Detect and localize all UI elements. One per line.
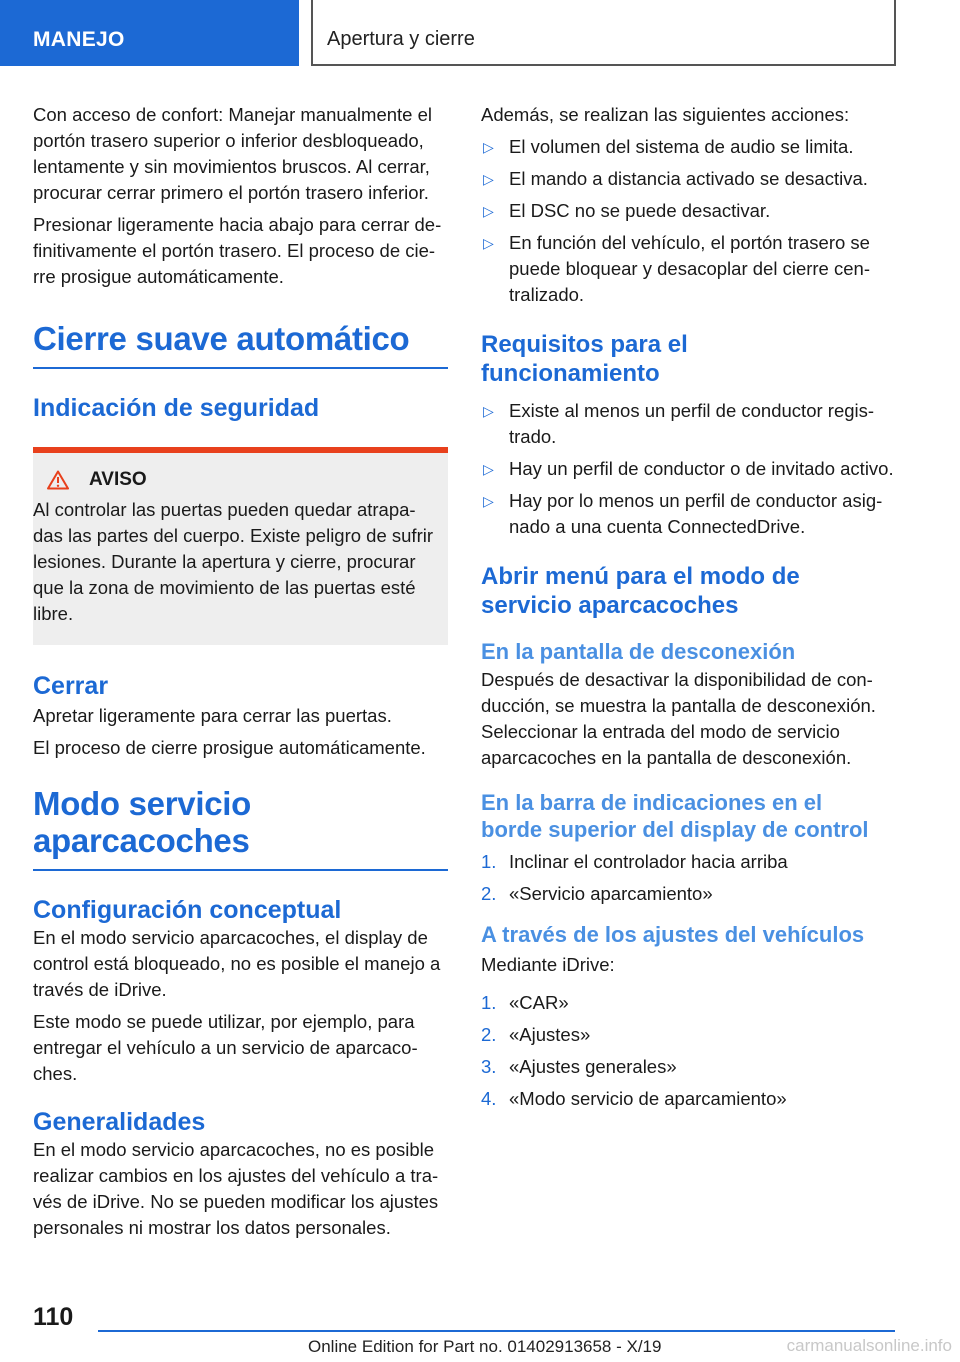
paragraph: Mediante iDrive:	[481, 954, 615, 975]
right-column	[481, 102, 899, 1118]
list-item: 3. «Ajustes generales»	[481, 1056, 677, 1077]
paragraph: Además, se realizan las siguientes acciones:	[481, 104, 850, 125]
paragraph: Apretar ligeramente para cerrar las puertas.	[33, 705, 392, 726]
heading-abrir-menu: Abrir menú para el modo de servicio aparcacoches	[481, 563, 800, 619]
left-column	[33, 102, 448, 1247]
triangle-bullet-icon: ▷	[483, 461, 494, 477]
ajustes-steps-list	[481, 990, 899, 1112]
list-item: ▷ El DSC no se puede desactivar.	[481, 198, 899, 224]
footer-edition: Online Edition for Part no. 01402913658 - X/19	[308, 1337, 662, 1356]
paragraph: Este modo se puede utilizar, por ejemplo, para entregar el vehículo a un servicio de aparcacoches.	[33, 1011, 418, 1084]
triangle-bullet-icon: ▷	[483, 171, 494, 187]
warning-header	[33, 469, 448, 491]
footer-watermark: carmanualsonline.info	[786, 1336, 952, 1355]
paragraph: Con acceso de confort: Manejar manualmente el portón trasero superior o inferior desbloqueado, lentamente y sin movimientos bruscos. Al cerrar, procurar cerrar primero el portón trasero inferior.	[33, 104, 432, 203]
heading-cierre-suave: Cierre suave automático	[33, 320, 448, 369]
heading-indicacion-seguridad: Indicación de seguridad	[33, 394, 320, 422]
list-item: ▷ El volumen del sistema de audio se limita.	[481, 134, 899, 160]
heading-configuracion: Configuración conceptual	[33, 896, 342, 924]
heading-requisitos: Requisitos para el funcionamiento	[481, 331, 688, 387]
list-item: 2. «Ajustes»	[481, 1024, 591, 1045]
heading-modo-servicio: Modo servicio aparcacoches	[33, 785, 448, 871]
paragraph: El proceso de cierre prosigue automáticamente.	[33, 737, 426, 758]
heading-pantalla-desconexion: En la pantalla de desconexión	[481, 639, 796, 664]
list-item: ▷ Existe al menos un perfil de conductor registrado.	[483, 400, 875, 447]
list-item: ▷ Hay por lo menos un perfil de conductor asignado a una cuenta ConnectedDrive.	[483, 490, 883, 537]
chapter-title: Apertura y cierre	[327, 28, 475, 50]
triangle-bullet-icon: ▷	[483, 403, 494, 419]
paragraph: Después de desactivar la disponibilidad de conducción, se muestra la pantalla de desconexión. Seleccionar la entrada del modo de servicio aparcacoches en la pantalla de desconexión.	[481, 669, 876, 768]
page-number: 110	[33, 1303, 74, 1331]
list-item: 1. «CAR»	[481, 992, 569, 1013]
list-item: 1. Inclinar el controlador hacia arriba	[481, 851, 788, 872]
paragraph: En el modo servicio aparcacoches, no es posible realizar cambios en los ajustes del vehículo a través de iDrive. No se pueden modificar los ajustes personales ni mostrar los datos personales.	[33, 1139, 439, 1238]
list-item: ▷ El mando a distancia activado se desactiva.	[481, 166, 899, 192]
actions-list	[481, 134, 899, 308]
triangle-bullet-icon: ▷	[483, 493, 494, 509]
requirements-list	[481, 398, 899, 540]
warning-triangle-icon	[47, 470, 69, 490]
warning-text: Al controlar las puertas pueden quedar atrapadas las partes del cuerpo. Existe peligro de sufrir lesiones. Durante la apertura y cierre, procurar que la zona de movimiento de las puertas esté libre.	[33, 499, 434, 624]
triangle-bullet-icon: ▷	[483, 235, 494, 251]
section-title: MANEJO	[33, 28, 125, 51]
section-tab	[0, 0, 299, 66]
triangle-bullet-icon: ▷	[483, 203, 494, 219]
paragraph: Presionar ligeramente hacia abajo para cerrar definitivamente el portón trasero. El proceso de cierre prosigue automáticamente.	[33, 214, 442, 287]
footer-divider	[98, 1330, 895, 1332]
list-item: 2. «Servicio aparcamiento»	[481, 883, 713, 904]
list-item: 4. «Modo servicio de aparcamiento»	[481, 1088, 787, 1109]
list-item: ▷ Hay un perfil de conductor o de invitado activo.	[481, 456, 899, 482]
warning-title: AVISO	[89, 469, 147, 490]
warning-box	[33, 447, 448, 645]
triangle-bullet-icon: ▷	[483, 139, 494, 155]
heading-generalidades: Generalidades	[33, 1108, 206, 1136]
paragraph: En el modo servicio aparcacoches, el display de control está bloqueado, no es posible el manejo a través de iDrive.	[33, 927, 441, 1000]
chapter-tab	[311, 0, 896, 66]
heading-ajustes-vehiculo: A través de los ajustes del vehículos	[481, 922, 865, 947]
list-item: ▷ En función del vehículo, el portón trasero se puede bloquear y desacoplar del cierre centralizado.	[483, 232, 870, 305]
heading-cerrar: Cerrar	[33, 672, 109, 700]
barra-steps-list	[481, 849, 899, 907]
heading-barra-indicaciones: En la barra de indicaciones en el borde superior del display de control	[481, 790, 869, 842]
